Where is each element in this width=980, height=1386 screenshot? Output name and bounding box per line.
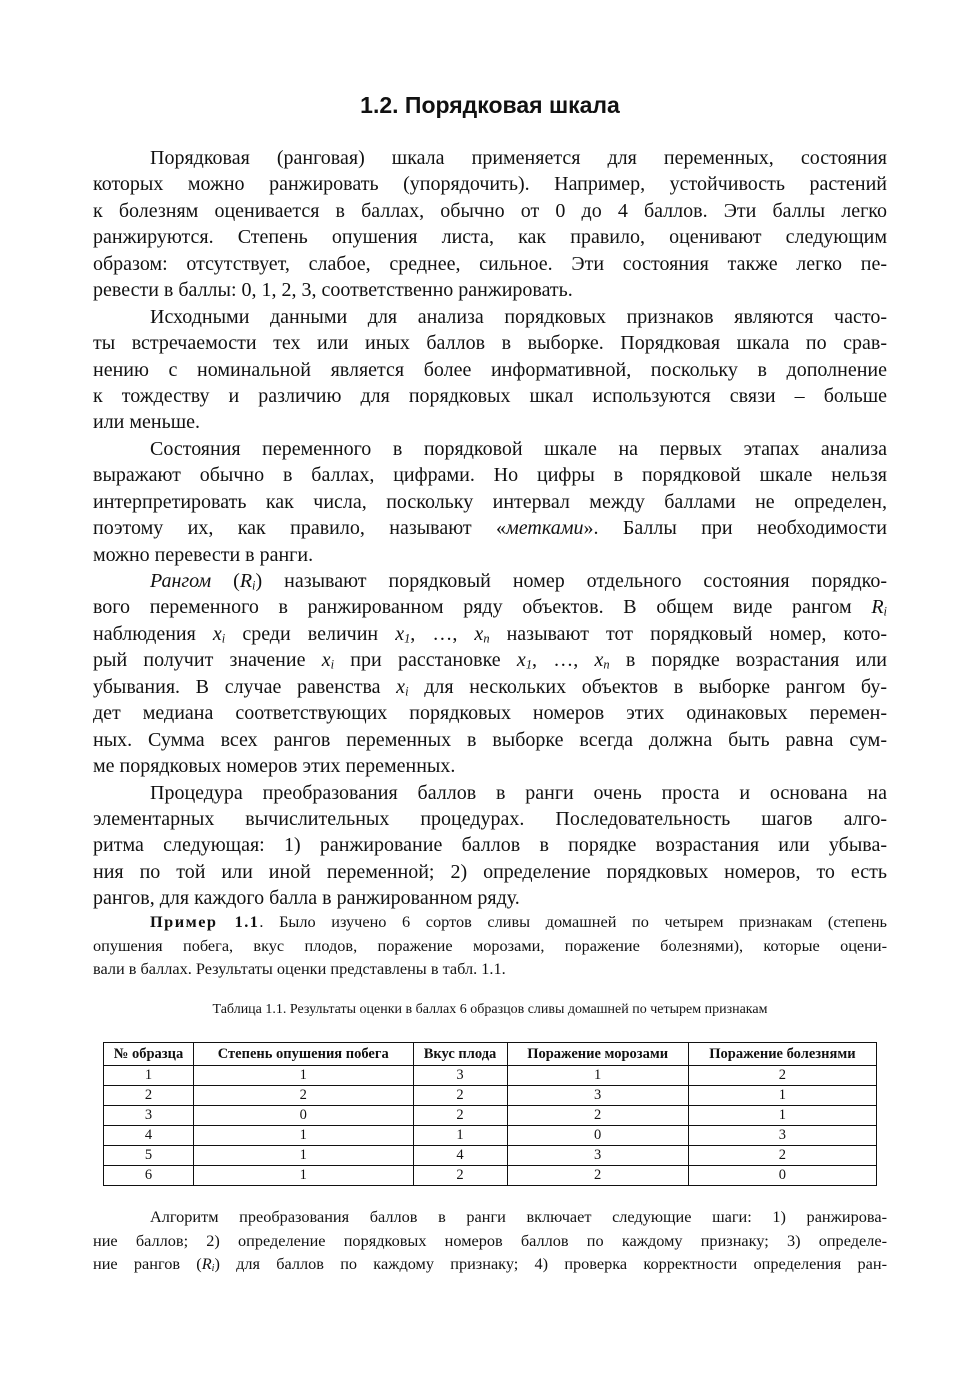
text-line <box>93 957 887 981</box>
table-cell: 6 <box>104 1166 194 1186</box>
text-line <box>93 145 887 171</box>
italic-run: x <box>396 675 406 698</box>
text-line <box>93 1229 887 1253</box>
text-line <box>93 885 887 911</box>
text-run: Алгоритм преобразования баллов в ранги включает следующие шаги: 1) ранжирова- <box>150 1207 887 1226</box>
table-cell: 1 <box>104 1066 194 1086</box>
subscript: 1 <box>525 657 533 672</box>
text-run: к болезням оценивается в баллах, обычно от 0 до 4 баллов. Эти баллы легко <box>93 199 887 222</box>
table-cell: 1 <box>193 1166 413 1186</box>
text-run: ». Баллы при необходимости <box>583 517 887 540</box>
subscript: n <box>483 631 490 646</box>
text-run: Исходными данными для анализа порядковых признаков являются часто- <box>150 305 887 328</box>
text-line <box>93 727 887 753</box>
text-line <box>93 462 887 488</box>
bold-run: Пример 1.1 <box>150 912 260 931</box>
table-cell: 2 <box>104 1086 194 1106</box>
text-line <box>93 542 887 568</box>
subscript: i <box>405 684 409 699</box>
italic-run: R <box>871 596 884 619</box>
text-run: ния по той или иной переменной; 2) определение порядковых номеров, то есть <box>93 860 887 883</box>
text-run: при расстановке <box>334 649 517 672</box>
table-row <box>104 1146 877 1166</box>
text-run: среди величин <box>225 622 396 645</box>
italic-run: x <box>516 649 526 672</box>
paragraph <box>93 568 887 780</box>
text-line <box>93 251 887 277</box>
text-line <box>93 1252 887 1276</box>
column-header: Поражение болезнями <box>688 1043 876 1066</box>
table-cell: 0 <box>688 1166 876 1186</box>
table-cell: 3 <box>507 1086 688 1106</box>
text-run: образом: отсутствует, слабое, среднее, сильное. Эти состояния также легко пе- <box>93 252 887 275</box>
table-cell: 1 <box>507 1066 688 1086</box>
table-cell: 0 <box>507 1126 688 1146</box>
text-run: ) для баллов по каждому признаку; 4) проверка корректности определения ран- <box>214 1254 887 1273</box>
section-title: 1.2. Порядковая шкала <box>360 92 620 118</box>
table-cell: 2 <box>193 1086 413 1106</box>
text-run: которых можно ранжировать (упорядочить). Например, устойчивость растений <box>93 173 887 196</box>
text-run: для нескольких объектов в выборке рангом бу- <box>408 675 887 698</box>
text-run: нению с номинальной является более информативной, поскольку в дополнение <box>93 358 887 381</box>
table-row <box>104 1106 877 1126</box>
text-run: называют тот порядковый номер, кото- <box>489 622 888 645</box>
text-run: интерпретировать как числа, поскольку интервал между баллами не определен, <box>93 490 887 513</box>
table-row <box>104 1086 877 1106</box>
table-cell: 3 <box>507 1146 688 1166</box>
text-line <box>93 357 887 383</box>
column-header: Вкус плода <box>413 1043 507 1066</box>
text-line <box>93 489 887 515</box>
text-line <box>93 198 887 224</box>
text-run: Порядковая (ранговая) шкала применяется для переменных, состояния <box>150 147 887 169</box>
table-header-row <box>104 1043 877 1066</box>
italic-run: x <box>321 649 331 672</box>
italic-run: x <box>395 622 405 645</box>
text-line <box>93 674 887 700</box>
table-cell: 2 <box>688 1066 876 1086</box>
italic-run: x <box>594 649 604 672</box>
table-cell: 2 <box>507 1166 688 1186</box>
text-line <box>93 515 887 541</box>
table-cell: 1 <box>688 1086 876 1106</box>
text-line <box>93 436 887 462</box>
text-line <box>93 832 887 858</box>
text-run: ты встречаемости тех или иных баллов в выборке. Порядковая шкала по срав- <box>93 332 887 355</box>
table-cell: 2 <box>688 1146 876 1166</box>
table-cell: 1 <box>688 1106 876 1126</box>
text-line <box>93 594 887 620</box>
table-cell: 5 <box>104 1146 194 1166</box>
table-cell: 1 <box>413 1126 507 1146</box>
text-run: ранжируются. Степень опушения листа, как правило, оценивают следующим <box>93 226 887 249</box>
text-line <box>93 409 887 435</box>
table-cell: 3 <box>104 1106 194 1126</box>
text-run: вого переменного в ранжированном ряду объектов. В общем виде рангом <box>93 596 872 619</box>
text-run: элементарных вычислительных процедурах. Последовательность шагов алго- <box>93 807 887 830</box>
table-cell: 2 <box>413 1166 507 1186</box>
text-line <box>93 700 887 726</box>
column-header: Поражение морозами <box>507 1043 688 1066</box>
text-line <box>93 859 887 885</box>
table-row <box>104 1066 877 1086</box>
subscript: i <box>221 631 226 646</box>
table-caption: Таблица 1.1. Результаты оценки в баллах 6 образцов сливы домашней по четырем признакам <box>212 1002 768 1017</box>
text-run: можно перевести в ранги. <box>93 543 314 566</box>
text-run: поэтому их, как правило, называют « <box>93 517 507 540</box>
text-line <box>93 780 887 806</box>
subscript: i <box>211 1263 215 1275</box>
text-line <box>93 910 887 934</box>
table-cell: 2 <box>413 1106 507 1126</box>
column-header: Степень опушения побега <box>193 1043 413 1066</box>
text-run: к тождеству и различию для порядковых шкал используются связи – больше <box>93 384 887 407</box>
text-run: ме порядковых номеров этих переменных. <box>93 755 456 778</box>
paragraph <box>93 436 887 568</box>
italic-run: метками <box>506 517 584 540</box>
subscript: i <box>883 604 887 619</box>
text-run: . Было изучено 6 сортов сливы домашней по четырем признакам (степень <box>259 912 887 931</box>
text-run: в порядке возрастания или <box>609 649 888 672</box>
example-paragraph <box>93 910 887 981</box>
text-line <box>93 171 887 197</box>
italic-run: x <box>474 622 484 645</box>
subscript: 1 <box>404 631 411 646</box>
italic-run: R <box>239 570 253 592</box>
text-line <box>93 277 887 303</box>
subscript: i <box>330 657 335 672</box>
text-run: , …, <box>532 649 595 672</box>
text-run: ние баллов; 2) определение порядковых номеров баллов по каждому признаку; 3) определе- <box>93 1230 887 1250</box>
text-line <box>93 383 887 409</box>
table-cell: 3 <box>688 1126 876 1146</box>
table-cell: 1 <box>193 1126 413 1146</box>
text-run: Состояния переменного в порядковой шкале на первых этапах анализа <box>150 437 887 460</box>
text-line <box>93 753 887 779</box>
text-run: вали в баллах. Результаты оценки представлены в табл. 1.1. <box>93 959 506 978</box>
italic-run: Рангом <box>150 570 212 592</box>
table-cell: 2 <box>507 1106 688 1126</box>
table-cell: 0 <box>193 1106 413 1126</box>
text-run: ных. Сумма всех рангов переменных в выборке всегда должна быть равна сум- <box>93 728 887 751</box>
text-run: наблюдения <box>93 622 213 645</box>
table-row <box>104 1126 877 1146</box>
italic-run: R <box>201 1254 212 1273</box>
subscript: n <box>603 657 610 672</box>
text-line <box>93 806 887 832</box>
text-run: ) называют порядковый номер отдельного состояния порядко- <box>255 570 887 592</box>
text-line <box>93 934 887 958</box>
paragraph <box>93 145 887 304</box>
table-cell: 3 <box>413 1066 507 1086</box>
table-cell: 2 <box>413 1086 507 1106</box>
text-line <box>93 621 887 647</box>
text-run: , …, <box>410 622 475 645</box>
table-cell: 4 <box>104 1126 194 1146</box>
text-run: Процедура преобразования баллов в ранги очень проста и основана на <box>150 781 887 804</box>
text-run: убывания. В случае равенства <box>93 675 397 698</box>
column-header: № образца <box>104 1043 194 1066</box>
text-run: дет медиана соответствующих порядковых номеров этих одинаковых перемен- <box>93 702 887 725</box>
text-run: рангов, для каждого балла в ранжированном ряду. <box>93 887 520 910</box>
text-run: ревести в баллы: 0, 1, 2, 3, соответственно ранжировать. <box>93 279 573 302</box>
table-cell: 1 <box>193 1066 413 1086</box>
results-table <box>103 1042 877 1186</box>
text-run: выражают обычно в баллах, цифрами. Но цифры в порядковой шкале нельзя <box>93 464 887 487</box>
subscript: i <box>252 578 256 593</box>
table-cell: 4 <box>413 1146 507 1166</box>
italic-run: x <box>212 622 222 645</box>
text-line <box>93 224 887 250</box>
text-line <box>93 1205 887 1229</box>
text-line <box>93 304 887 330</box>
text-run: рый получит значение <box>93 649 322 672</box>
text-line <box>93 568 887 594</box>
paragraph <box>93 780 887 912</box>
text-line <box>93 330 887 356</box>
table-cell: 1 <box>193 1146 413 1166</box>
text-run: ритма следующая: 1) ранжирование баллов в порядке возрастания или убыва- <box>93 834 887 857</box>
text-line <box>93 647 887 673</box>
text-run: ние рангов ( <box>93 1254 202 1273</box>
text-run: ( <box>211 570 240 592</box>
text-run: или меньше. <box>93 411 201 434</box>
algorithm-paragraph <box>93 1205 887 1276</box>
paragraph <box>93 304 887 436</box>
table-row <box>104 1166 877 1186</box>
text-run: опушения побега, вкус плодов, поражение морозами, поражение болезнями), которые оцени- <box>93 935 887 955</box>
body-text <box>93 145 887 912</box>
